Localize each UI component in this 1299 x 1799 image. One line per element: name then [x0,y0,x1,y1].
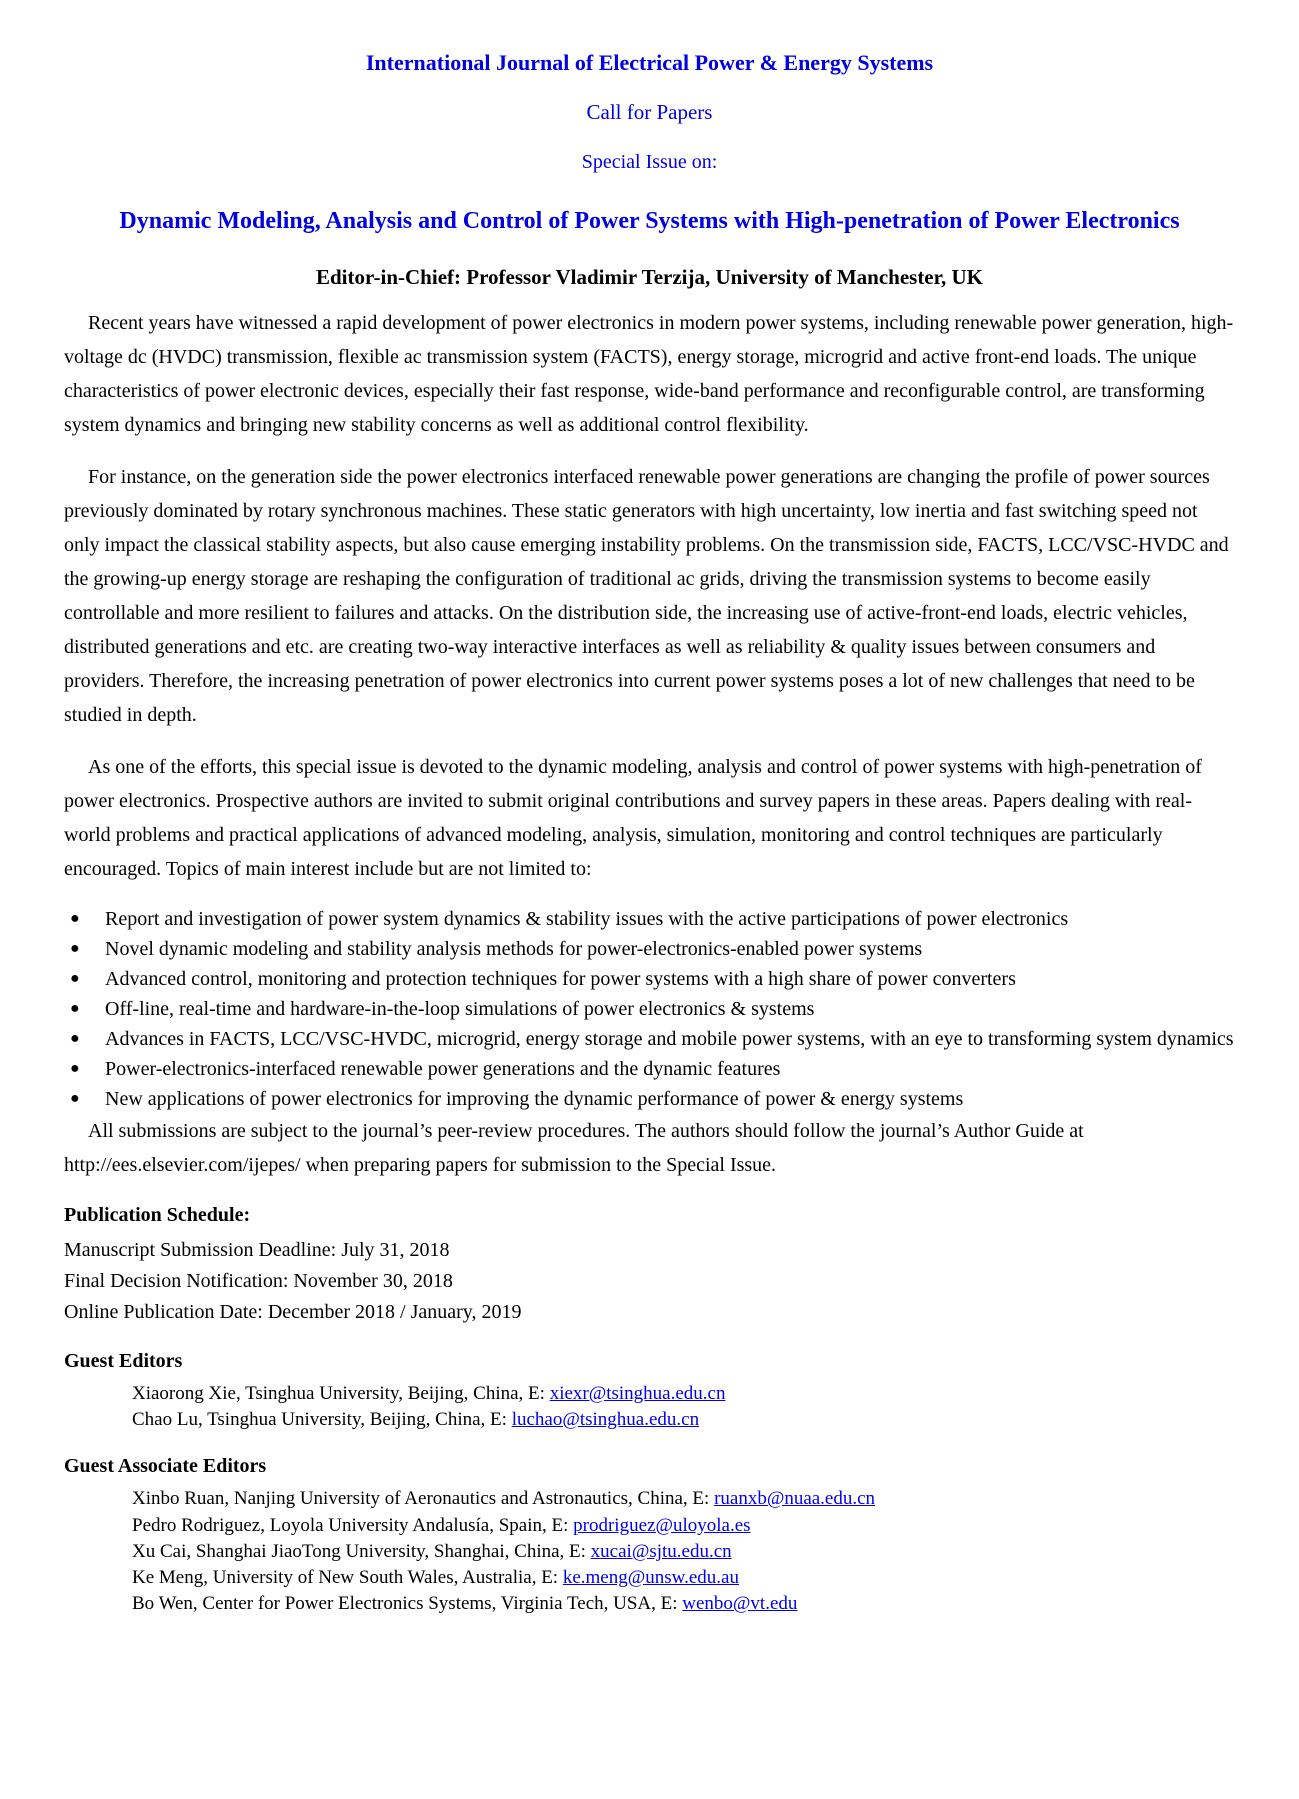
guest-editor-text: Chao Lu, Tsinghua University, Beijing, China, E: [132,1409,512,1431]
journal-title: International Journal of Electrical Power & Energy Systems [365,50,934,75]
special-issue-label: Special Issue on: [581,151,718,173]
special-issue-title: Dynamic Modeling, Analysis and Control of Power Systems with High-penetration of Power Electronics [119,208,1180,234]
guest-associate-editor-entry [64,1565,1235,1591]
schedule-final-decision: Final Decision Notification: November 30, 2018 [64,1270,453,1292]
email-link[interactable]: prodriguez@uloyola.es [573,1514,751,1536]
guest-associate-editor-text: Xu Cai, Shanghai JiaoTong University, Shanghai, China, E: [132,1540,591,1562]
topic-item: ● Advances in FACTS, LCC/VSC-HVDC, microgrid, energy storage and mobile power systems, with an eye to transforming system dynamics [64,1024,1235,1054]
guest-editors-heading: Guest Editors [64,1350,183,1372]
guest-associate-editor-text: Bo Wen, Center for Power Electronics Systems, Virginia Tech, USA, E: [132,1593,683,1615]
topic-item: ● New applications of power electronics for improving the dynamic performance of power & energy systems [64,1084,1235,1114]
topic-item: ● Off-line, real-time and hardware-in-the-loop simulations of power electronics & systems [64,994,1235,1024]
guest-associate-editor-entry [64,1591,1235,1617]
editor-in-chief-line: Editor-in-Chief: Professor Vladimir Terzija, University of Manchester, UK [315,265,984,289]
schedule-online-publication: Online Publication Date: December 2018 / January, 2019 [64,1301,522,1323]
guest-editor-entry [64,1407,1235,1433]
schedule-manuscript-deadline: Manuscript Submission Deadline: July 31, 2018 [64,1239,450,1261]
paragraph-for-instance: For instance, on the generation side the power electronics interfaced renewable power generations are changing the profile of power sources previously dominated by rotary synchronous machines. These static generators with high uncertainty, low inertia and fast switching speed not only impact the classical stability aspects, but also cause emerging instability problems. On the transmission side, FACTS, LCC/VSC-HVDC and the growing-up energy storage are reshaping the configuration of traditional ac grids, driving the transmission systems to become easily controllable and more resilient to failures and attacks. On the distribution side, the increasing use of active-front-end loads, electric vehicles, distributed generations and etc. are creating two-way interactive interfaces as well as reliability & quality issues between consumers and providers. Therefore, the increasing penetration of power electronics into current power systems poses a lot of new challenges that need to be studied in depth. [64,466,1229,726]
submissions-note: All submissions are subject to the journal’s peer-review procedures. The authors should follow the journal’s Author Guide at http://ees.elsevier.com/ijepes/ when preparing papers for submission to the Special Issue. [64,1120,1084,1176]
guest-associate-editor-text: Ke Meng, University of New South Wales, Australia, E: [132,1567,563,1589]
email-link[interactable]: wenbo@vt.edu [682,1593,798,1615]
publication-schedule-heading: Publication Schedule: [64,1204,251,1226]
email-link[interactable]: ruanxb@nuaa.edu.cn [714,1488,876,1510]
paragraph-intro: Recent years have witnessed a rapid development of power electronics in modern power systems, including renewable power generation, high-voltage dc (HVDC) transmission, flexible ac transmission system (FACTS), energy storage, microgrid and active front-end loads. The unique characteristics of power electronic devices, especially their fast response, wide-band performance and reconfigurable control, are transforming system dynamics and bringing new stability concerns as well as additional control flexibility. [64,312,1234,436]
email-link[interactable]: xiexr@tsinghua.edu.cn [549,1383,726,1404]
guest-editor-text: Xiaorong Xie, Tsinghua University, Beijing, China, E: [132,1383,550,1404]
guest-associate-editor-text: Xinbo Ruan, Nanjing University of Aeronautics and Astronautics, China, E: [132,1488,715,1510]
guest-associate-editor-text: Pedro Rodriguez, Loyola University Andalusía, Spain, E: [132,1514,574,1536]
guest-editor-entry [64,1381,1235,1407]
guest-associate-editor-entry [64,1513,1235,1539]
paragraph-special-issue-scope: As one of the efforts, this special issue is devoted to the dynamic modeling, analysis and control of power systems with high-penetration of power electronics. Prospective authors are invited to submit original contributions and survey papers in these areas. Papers dealing with real-world problems and practical applications of advanced modeling, analysis, simulation, monitoring and control techniques are particularly encouraged. Topics of main interest include but are not limited to: [64,756,1202,880]
topic-item: ● Advanced control, monitoring and protection techniques for power systems with a high share of power converters [64,964,1235,994]
guest-associate-editors-heading: Guest Associate Editors [64,1455,267,1478]
email-link[interactable]: xucai@sjtu.edu.cn [590,1540,732,1562]
email-link[interactable]: luchao@tsinghua.edu.cn [511,1409,700,1431]
topic-item: ● Report and investigation of power system dynamics & stability issues with the active participations of power electronics [64,904,1235,934]
guest-associate-editor-entry [64,1486,1235,1512]
email-link[interactable]: ke.meng@unsw.edu.au [562,1567,739,1589]
guest-associate-editor-entry [64,1539,1235,1565]
call-for-papers-label: Call for Papers [586,100,713,124]
topics-list [64,904,1235,1114]
topic-item: ● Novel dynamic modeling and stability analysis methods for power-electronics-enabled power systems [64,934,1235,964]
topic-item: ● Power-electronics-interfaced renewable power generations and the dynamic features [64,1054,1235,1084]
